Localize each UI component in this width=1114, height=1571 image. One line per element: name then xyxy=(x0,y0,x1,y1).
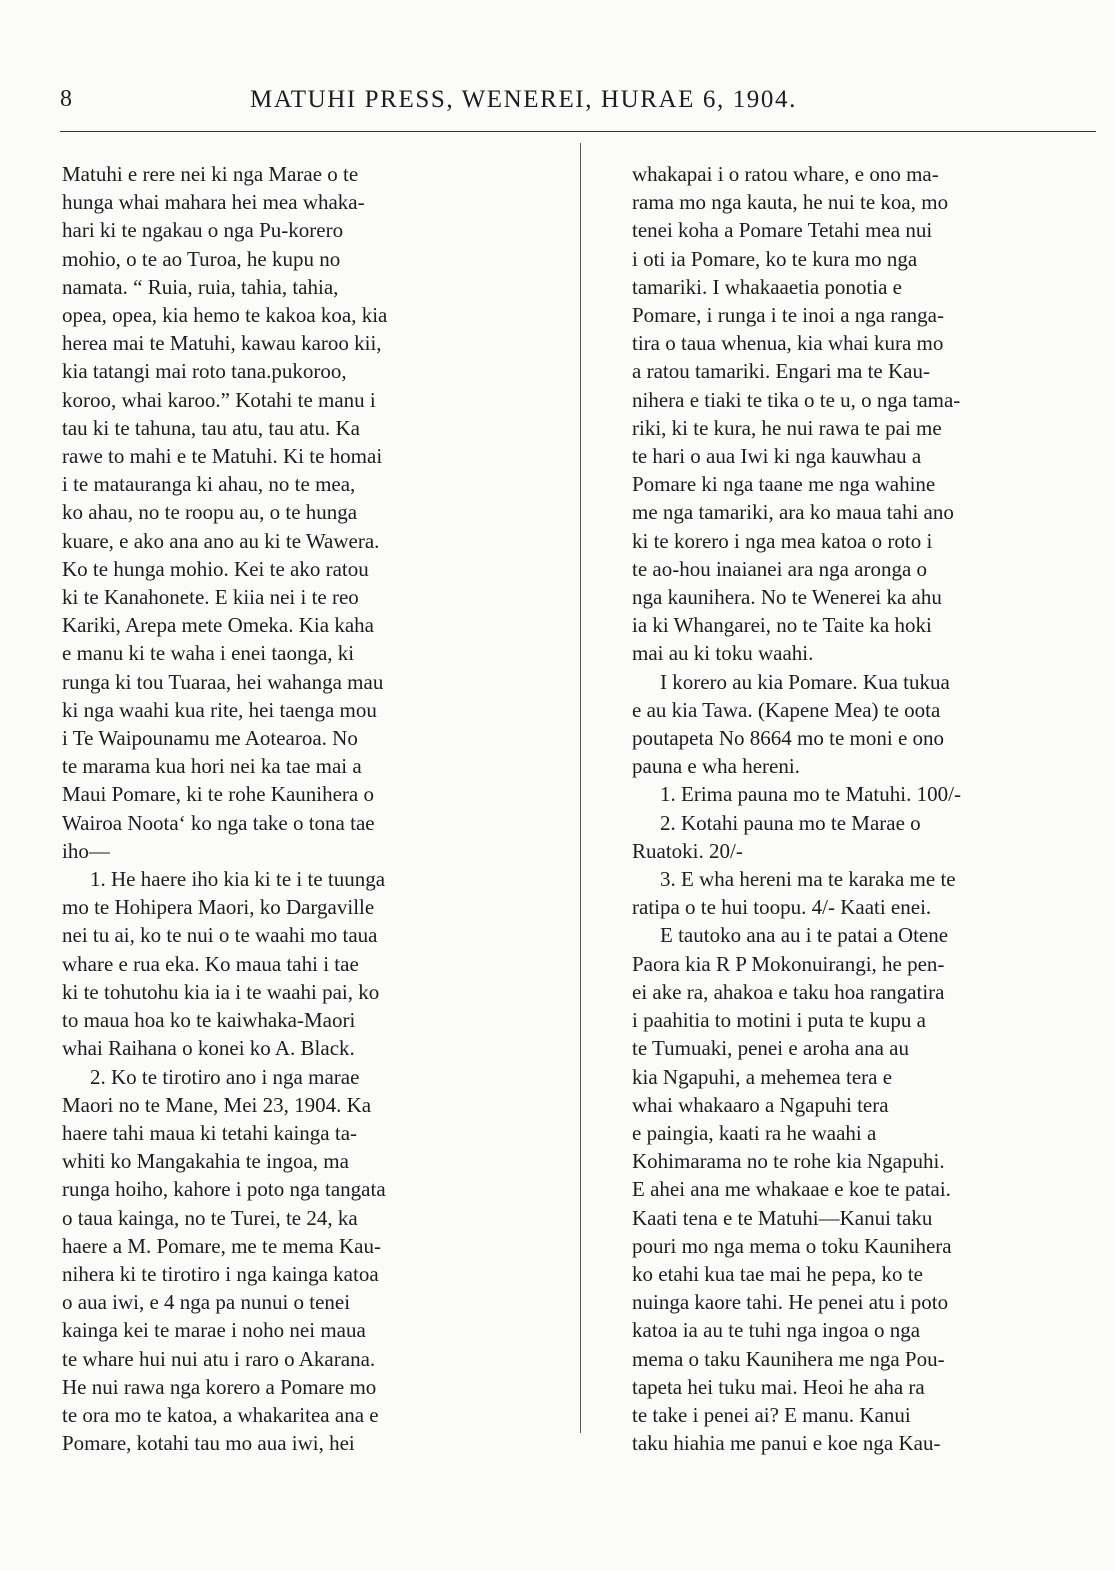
text-line: Pomare, kotahi tau mo aua iwi, hei xyxy=(62,1431,355,1456)
text-line: ki te tohutohu kia ia i te waahi pai, ko xyxy=(62,979,380,1004)
text-line: te hari o aua Iwi ki nga kauwhau a xyxy=(632,444,922,469)
text-line: tenei koha a Pomare Tetahi mea nui xyxy=(632,218,933,243)
text-line: e manu ki te waha i enei taonga, ki xyxy=(62,641,355,666)
paragraph xyxy=(62,1063,542,1458)
text-line: Kariki, Arepa mete Omeka. Kia kaha xyxy=(62,613,374,638)
text-line: te marama kua hori nei ka tae mai a xyxy=(62,754,362,779)
text-line: nihera e tiaki te tika o te u, o nga tama- xyxy=(632,387,961,412)
page-number: 8 xyxy=(60,86,72,112)
text-line: namata. “ Ruia, ruia, tahia, tahia, xyxy=(62,274,339,299)
text-line: 1. Erima pauna mo te Matuhi. 100/- xyxy=(660,782,961,807)
text-line: whiti ko Mangakahia te ingoa, ma xyxy=(62,1149,349,1174)
text-line: ki te korero i nga mea katoa o roto i xyxy=(632,528,933,553)
column-divider xyxy=(580,143,581,1433)
text-line: e au kia Tawa. (Kapene Mea) te oota xyxy=(632,697,941,722)
text-line: i Te Waipounamu me Aotearoa. No xyxy=(62,726,358,751)
text-line: tamariki. I whakaaetia ponotia e xyxy=(632,274,902,299)
text-line: ei ake ra, ahakoa e taku hoa rangatira xyxy=(632,979,945,1004)
text-line: kia tatangi mai roto tana.pukoroo, xyxy=(62,359,347,384)
text-line: kainga kei te marae i noho nei maua xyxy=(62,1318,366,1343)
text-line: mo te Hohipera Maori, ko Dargaville xyxy=(62,895,375,920)
text-line: Maui Pomare, ki te rohe Kaunihera o xyxy=(62,782,374,807)
paragraph xyxy=(632,865,1079,921)
paragraph xyxy=(62,160,542,865)
text-line: i te matauranga ki ahau, no te mea, xyxy=(62,472,356,497)
text-line: nuinga kaore tahi. He penei atu i poto xyxy=(632,1290,949,1315)
text-line: koroo, whai karoo.” Kotahi te manu i xyxy=(62,387,376,412)
text-line: i paahitia to motini i puta te kupu a xyxy=(632,1008,926,1033)
text-line: ratipa o te hui toopu. 4/- Kaati enei. xyxy=(632,895,932,920)
text-line: Matuhi e rere nei ki nga Marae o te xyxy=(62,162,359,186)
text-line: te Tumuaki, penei e aroha ana au xyxy=(632,1036,909,1061)
text-line: 2. Ko te tirotiro ano i nga marae xyxy=(90,1064,360,1089)
text-line: te ao-hou inaianei ara nga aronga o xyxy=(632,556,928,581)
paragraph xyxy=(632,809,1079,865)
text-line: pauna e wha hereni. xyxy=(632,754,800,779)
text-line: kia Ngapuhi, a mehemea tera e xyxy=(632,1064,893,1089)
text-line: ko ahau, no te roopu au, o te hunga xyxy=(62,500,358,525)
text-line: ki te Kanahonete. E kiia nei i te reo xyxy=(62,585,359,610)
paragraph xyxy=(62,865,542,1062)
text-line: katoa ia au te tuhi nga ingoa o nga xyxy=(632,1318,921,1343)
text-line: haere tahi maua ki tetahi kainga ta- xyxy=(62,1120,358,1145)
text-line: mohio, o te ao Turoa, he kupu no xyxy=(62,246,341,271)
text-line: hunga whai mahara hei mea whaka- xyxy=(62,190,365,215)
text-line: whare e rua eka. Ko maua tahi i tae xyxy=(62,951,359,976)
text-line: te whare hui nui atu i raro o Akarana. xyxy=(62,1346,376,1371)
text-line: 2. Kotahi pauna mo te Marae o xyxy=(660,810,921,835)
text-line: whakapai i o ratou whare, e ono ma- xyxy=(632,162,939,186)
text-line: poutapeta No 8664 mo te moni e ono xyxy=(632,726,945,751)
text-line: whai Raihana o konei ko A. Black. xyxy=(62,1036,355,1061)
text-line: 3. E wha hereni ma te karaka me te xyxy=(660,867,956,892)
text-line: e paingia, kaati ra he waahi a xyxy=(632,1120,877,1145)
text-line: hari ki te ngakau o nga Pu-korero xyxy=(62,218,344,243)
text-line: rawe to mahi e te Matuhi. Ki te homai xyxy=(62,444,383,469)
text-line: riki, ki te kura, he nui rawa te pai me xyxy=(632,415,942,440)
text-line: Ko te hunga mohio. Kei te ako ratou xyxy=(62,556,369,581)
text-line: Pomare, i runga i te inoi a nga ranga- xyxy=(632,303,944,328)
text-line: o aua iwi, e 4 nga pa nunui o tenei xyxy=(62,1290,351,1315)
text-line: Paora kia R P Mokonuirangi, he pen- xyxy=(632,951,945,976)
text-line: iho— xyxy=(62,838,110,863)
text-line: Kohimarama no te rohe kia Ngapuhi. xyxy=(632,1149,945,1174)
text-line: te take i penei ai? E manu. Kanui xyxy=(632,1402,911,1427)
text-line: pouri mo nga mema o toku Kaunihera xyxy=(632,1233,952,1258)
running-head: MATUHI PRESS, WENEREI, HURAE 6, 1904. xyxy=(250,86,797,113)
text-line: I korero au kia Pomare. Kua tukua xyxy=(660,669,950,694)
text-line: nihera ki te tirotiro i nga kainga katoa xyxy=(62,1261,379,1286)
text-line: taku hiahia me panui e koe nga Kau- xyxy=(632,1431,941,1456)
text-line: E ahei ana me whakaae e koe te patai. xyxy=(632,1177,951,1202)
text-line: mema o taku Kaunihera me nga Pou- xyxy=(632,1346,945,1371)
text-line: Kaati tena e te Matuhi—Kanui taku xyxy=(632,1205,933,1230)
text-line: ki nga waahi kua rite, hei taenga mou xyxy=(62,697,377,722)
text-line: o taua kainga, no te Turei, te 24, ka xyxy=(62,1205,358,1230)
paragraph xyxy=(632,160,1079,668)
header-rule xyxy=(60,131,1096,132)
text-line: kuare, e ako ana ano au ki te Wawera. xyxy=(62,528,380,553)
text-line: to maua hoa ko te kaiwhaka-Maori xyxy=(62,1008,356,1033)
text-line: E tautoko ana au i te patai a Otene xyxy=(660,923,949,948)
text-line: 1. He haere iho kia ki te i te tuunga xyxy=(90,867,386,892)
text-line: tapeta hei tuku mai. Heoi he aha ra xyxy=(632,1374,925,1399)
text-line: nga kaunihera. No te Wenerei ka ahu xyxy=(632,585,942,610)
text-line: rama mo nga kauta, he nui te koa, mo xyxy=(632,190,949,215)
text-line: haere a M. Pomare, me te mema Kau- xyxy=(62,1233,381,1258)
text-line: Ruatoki. 20/- xyxy=(632,838,743,863)
text-line: Wairoa Noota‘ ko nga take o tona tae xyxy=(62,810,375,835)
text-line: me nga tamariki, ara ko maua tahi ano xyxy=(632,500,954,525)
text-line: He nui rawa nga korero a Pomare mo xyxy=(62,1374,377,1399)
text-line: opea, opea, kia hemo te kakoa koa, kia xyxy=(62,303,388,328)
text-line: whai whakaaro a Ngapuhi tera xyxy=(632,1092,889,1117)
text-line: tira o taua whenua, kia whai kura mo xyxy=(632,331,944,356)
right-column xyxy=(632,160,1079,1457)
text-line: runga ki tou Tuaraa, hei wahanga mau xyxy=(62,669,384,694)
text-line: ko etahi kua tae mai he pepa, ko te xyxy=(632,1261,923,1286)
paragraph xyxy=(632,921,1079,1457)
paragraph xyxy=(632,668,1079,781)
paragraph xyxy=(632,780,1079,808)
text-line: herea mai te Matuhi, kawau karoo kii, xyxy=(62,331,382,356)
left-column xyxy=(62,160,542,1457)
text-line: mai au ki toku waahi. xyxy=(632,641,814,666)
text-line: Pomare ki nga taane me nga wahine xyxy=(632,472,936,497)
text-line: Maori no te Mane, Mei 23, 1904. Ka xyxy=(62,1092,372,1117)
text-line: i oti ia Pomare, ko te kura mo nga xyxy=(632,246,918,271)
text-line: runga hoiho, kahore i poto nga tangata xyxy=(62,1177,386,1202)
text-line: tau ki te tahuna, tau atu, tau atu. Ka xyxy=(62,415,360,440)
text-line: a ratou tamariki. Engari ma te Kau- xyxy=(632,359,930,384)
text-line: ia ki Whangarei, no te Taite ka hoki xyxy=(632,613,932,638)
text-line: te ora mo te katoa, a whakaritea ana e xyxy=(62,1402,379,1427)
text-line: nei tu ai, ko te nui o te waahi mo taua xyxy=(62,923,378,948)
